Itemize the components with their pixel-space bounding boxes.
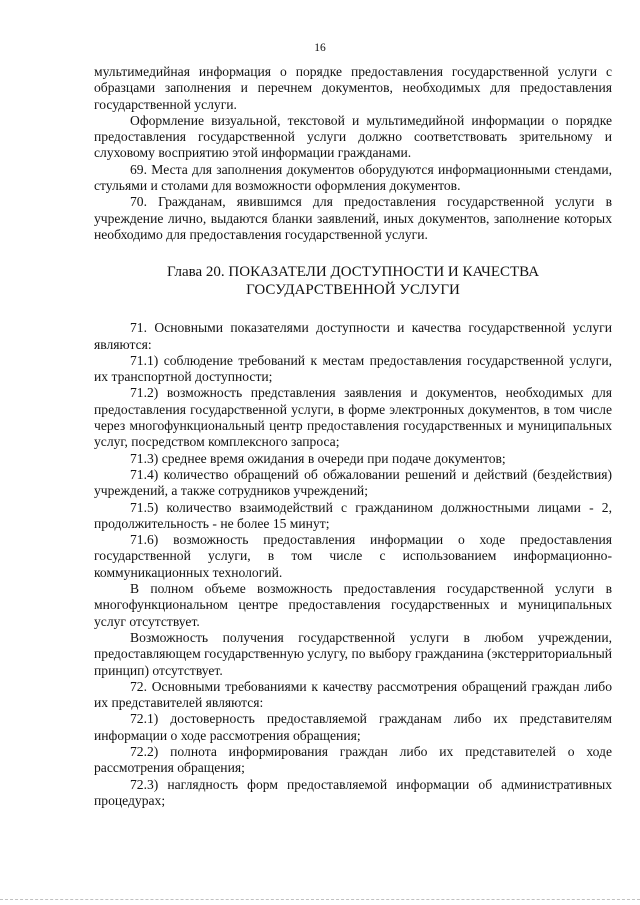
paragraph: 71. Основными показателями доступности и качества государственной услуги являются: — [94, 320, 612, 352]
chapter-heading-line-2: ГОСУДАРСТВЕННОЙ УСЛУГИ — [246, 282, 460, 299]
paragraphs-before-heading — [94, 64, 612, 243]
paragraph: Оформление визуальной, текстовой и мультимедийной информации о порядке предоставления государственной услуги должно соответствовать зрительному и слуховому восприятию этой информации гражданами. — [94, 112, 612, 161]
scan-edge-line — [0, 899, 640, 900]
page-number: 16 — [314, 42, 326, 54]
paragraph: 72.3) наглядность форм предоставляемой информации об административных процедурах; — [94, 776, 612, 808]
paragraph: 71.5) количество взаимодействий с гражданином должностными лицами - 2, продолжительность - не более 15 минут; — [94, 499, 612, 531]
paragraphs-after-heading — [94, 320, 612, 809]
paragraph: 71.4) количество обращений об обжаловании решений и действий (бездействия) учреждений, а также сотрудников учреждений; — [94, 466, 612, 499]
chapter-heading — [94, 263, 612, 299]
paragraph: В полном объеме возможность предоставления государственной услуги в многофункциональном центре предоставления государственных и муниципальных услуг отсутствует. — [94, 581, 612, 629]
paragraph: 72.1) достоверность предоставляемой гражданам либо их представителям информации о ходе рассмотрения обращения; — [94, 711, 612, 743]
paragraph: 72.2) полнота информирования граждан либо их представителей о ходе рассмотрения обращения; — [94, 743, 612, 776]
paragraph: Возможность получения государственной услуги в любом учреждении, предоставляющем государственную услугу, по выбору гражданина (экстерриториальный принцип) отсутствует. — [94, 629, 612, 678]
paragraph: 71.2) возможность представления заявления и документов, необходимых для предоставления государственной услуги, в форме электронных документов, в том числе через многофункциональный центр предоставления государственных и муниципальных услуг, посредством комплексного запроса; — [94, 385, 612, 450]
paragraph: 72. Основными требованиями к качеству рассмотрения обращений граждан либо их представителей являются: — [94, 678, 612, 711]
paragraph: 70. Гражданам, явившимся для предоставления государственной услуги в учреждение лично, выдаются бланки заявлений, иных документов, заполнение которых необходимо для предоставления государственной услуги. — [94, 194, 612, 242]
paragraph: 71.6) возможность предоставления информации о ходе предоставления государственной услуги, в том числе с использованием информационно-коммуникационных технологий. — [94, 532, 612, 580]
chapter-heading-line-1: Глава 20. ПОКАЗАТЕЛИ ДОСТУПНОСТИ И КАЧЕСТВА — [166, 264, 540, 281]
document-body — [94, 64, 612, 809]
paragraph: 69. Места для заполнения документов оборудуются информационными стендами, стульями и столами для возможности оформления документов. — [94, 161, 612, 194]
paragraph: 71.3) среднее время ожидания в очереди при подаче документов; — [130, 450, 506, 466]
paragraph: 71.1) соблюдение требований к местам предоставления государственной услуги, их транспортной доступности; — [94, 352, 612, 385]
paragraph: мультимедийная информация о порядке предоставления государственной услуги с образцами заполнения и перечнем документов, необходимых для предоставления государственной услуги. — [94, 64, 612, 112]
